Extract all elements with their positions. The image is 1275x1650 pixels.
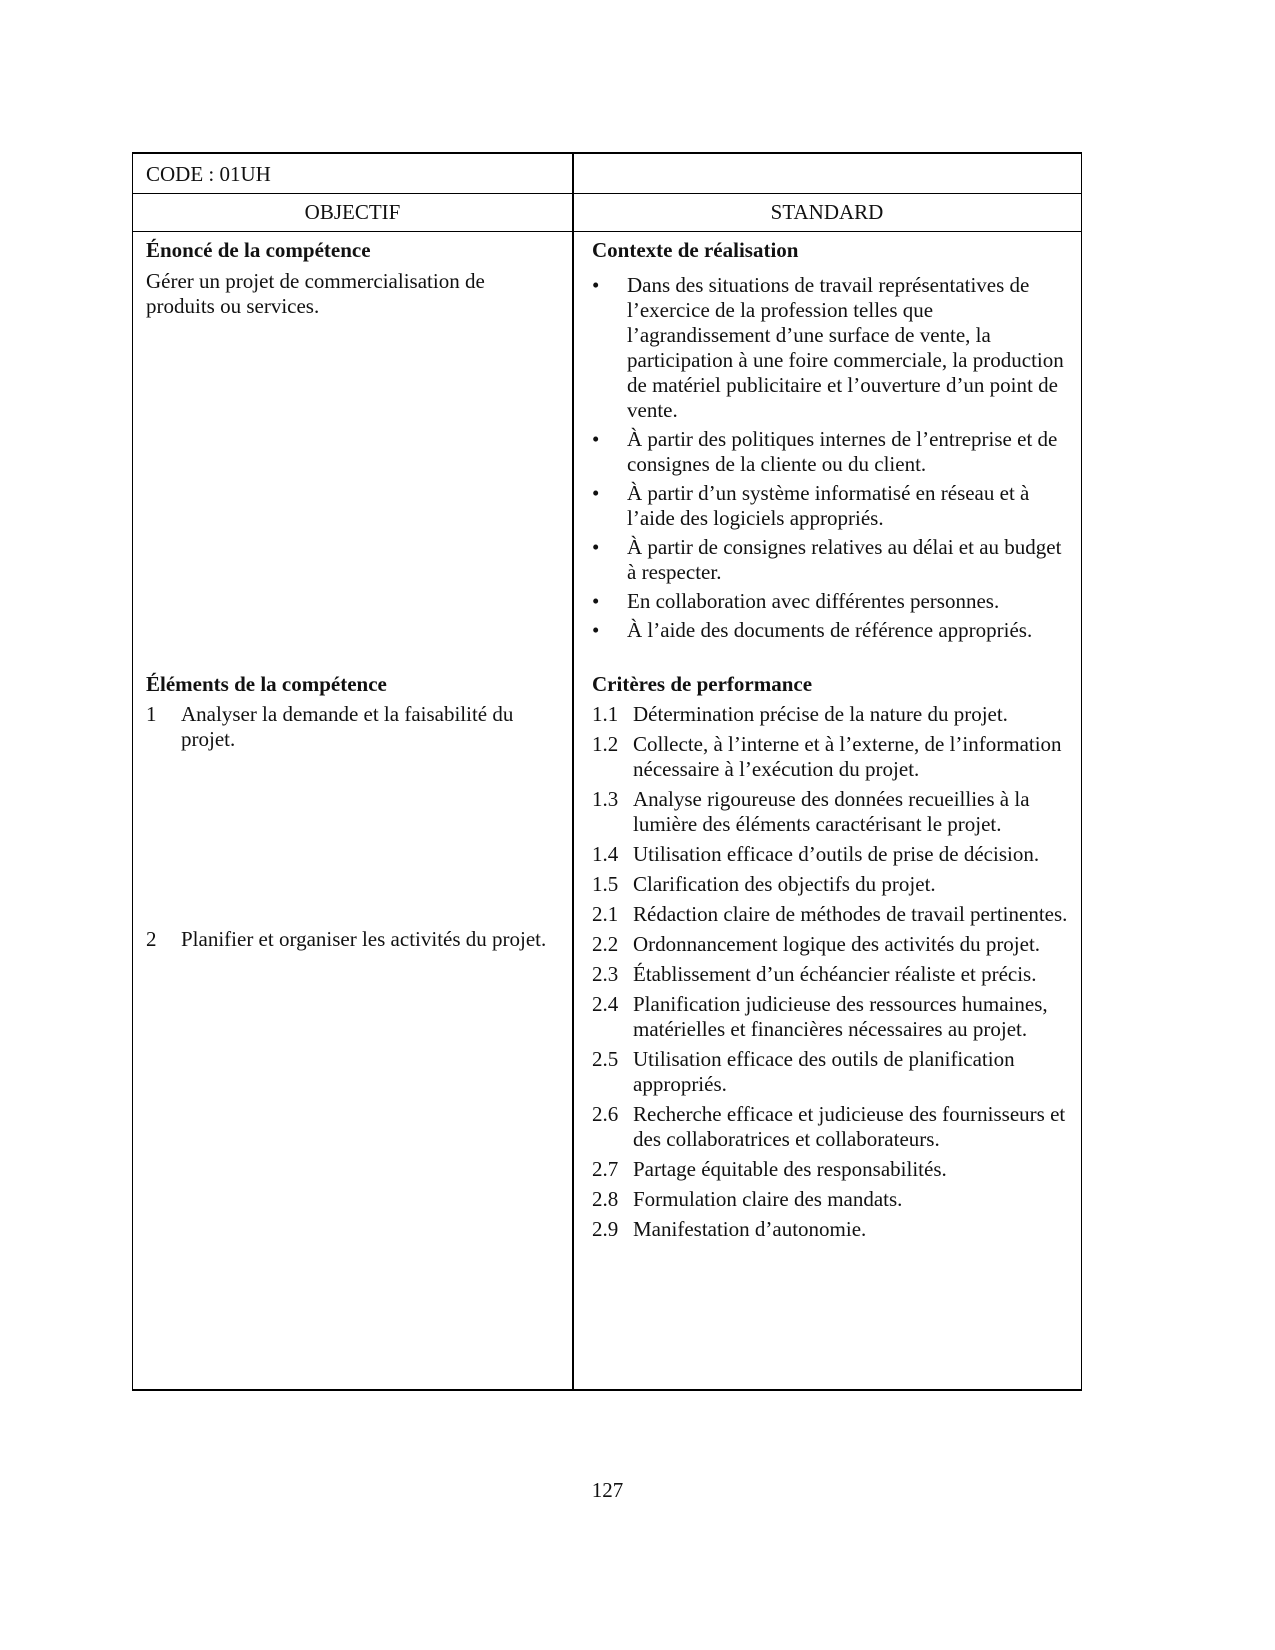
bullet-icon: • [592, 481, 600, 505]
contexte-item: • En collaboration avec différentes personnes. [592, 589, 1000, 613]
critere-item: 2.9 Manifestation d’autonomie. [592, 1217, 867, 1241]
contexte-item: • Dans des situations de travail représentatives de l’exercice de la profession telles que l’agrandissement d’une surface de vente, la participation à une foire commerciale, la production de matériel publicitaire et l’ouverture d’un point de vente. [592, 273, 1064, 422]
contexte-item: • À partir des politiques internes de l’entreprise et de consignes de la cliente ou du client. [592, 427, 1058, 476]
critere-item: 1.4 Utilisation efficace d’outils de prise de décision. [592, 842, 1040, 866]
element-number: 2 [146, 927, 157, 951]
critere-item: 1.2 Collecte, à l’interne et à l’externe, de l’information nécessaire à l’exécution du projet. [592, 732, 1062, 781]
critere-item: 2.5 Utilisation efficace des outils de planification appropriés. [592, 1047, 1015, 1096]
bullet-icon: • [592, 427, 600, 451]
bullet-icon: • [592, 273, 600, 297]
element-text: Analyser la demande et la faisabilité du projet. [181, 702, 514, 751]
header-objectif: OBJECTIF [304, 200, 401, 224]
standard-column [592, 238, 1072, 1241]
critere-item: 1.5 Clarification des objectifs du projet. [592, 872, 936, 896]
code-label: CODE : 01UH [146, 162, 271, 186]
enonce-title: Énoncé de la compétence [146, 238, 371, 262]
criteres-title: Critères de performance [592, 672, 813, 696]
critere-item: 2.4 Planification judicieuse des ressources humaines, matérielles et financières nécessaires au projet. [592, 992, 1048, 1041]
critere-item: 2.3 Établissement d’un échéancier réaliste et précis. [592, 962, 1037, 986]
competency-table [132, 152, 1082, 1391]
enonce-text: Gérer un projet de commercialisation de produits ou services. [146, 269, 485, 318]
column-divider [572, 154, 574, 1389]
element-item [146, 927, 556, 952]
element-number: 1 [146, 702, 157, 726]
critere-item: 2.2 Ordonnancement logique des activités du projet. [592, 932, 1041, 956]
contexte-title: Contexte de réalisation [592, 238, 799, 262]
bullet-icon: • [592, 535, 600, 559]
row-divider [133, 193, 1081, 194]
element-item [146, 702, 556, 752]
critere-item: 1.3 Analyse rigoureuse des données recueillies à la lumière des éléments caractérisant le projet. [592, 787, 1030, 836]
header-standard: STANDARD [770, 200, 884, 224]
row-divider [133, 231, 1081, 232]
objectif-column [146, 238, 556, 951]
critere-item: 2.1 Rédaction claire de méthodes de travail pertinentes. [592, 902, 1068, 926]
critere-item: 2.7 Partage équitable des responsabilités. [592, 1157, 947, 1181]
contexte-item: • À partir de consignes relatives au délai et au budget à respecter. [592, 535, 1062, 584]
bullet-icon: • [592, 618, 600, 642]
page-number: 127 [591, 1478, 624, 1502]
contexte-item: • À l’aide des documents de référence appropriés. [592, 618, 1033, 642]
contexte-list [592, 273, 1072, 643]
critere-item: 2.6 Recherche efficace et judicieuse des fournisseurs et des collaboratrices et collaborateurs. [592, 1102, 1066, 1151]
bullet-icon: • [592, 589, 600, 613]
elements-title: Éléments de la compétence [146, 672, 387, 696]
element-text: Planifier et organiser les activités du projet. [181, 927, 547, 951]
contexte-item: • À partir d’un système informatisé en réseau et à l’aide des logiciels appropriés. [592, 481, 1030, 530]
critere-item: 1.1 Détermination précise de la nature du projet. [592, 702, 1008, 726]
critere-item: 2.8 Formulation claire des mandats. [592, 1187, 903, 1211]
